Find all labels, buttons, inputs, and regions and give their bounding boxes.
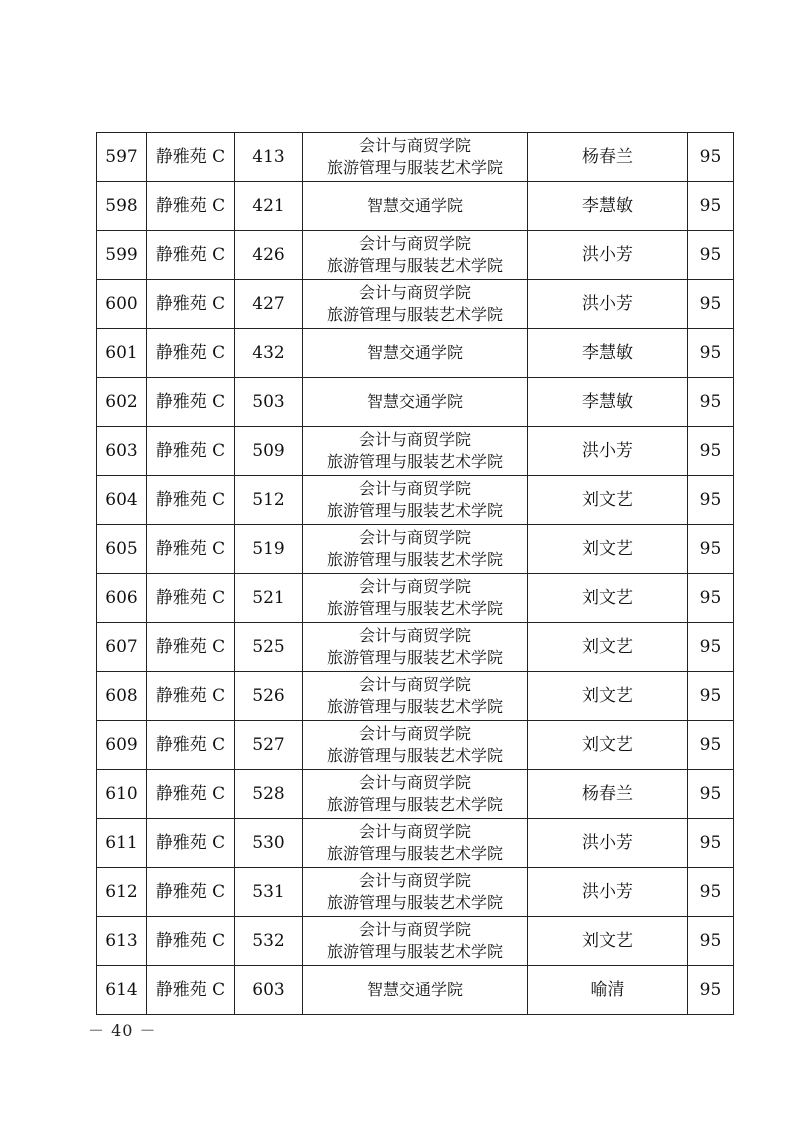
cell-college	[303, 819, 528, 868]
table-row	[97, 721, 734, 770]
cell-college	[303, 280, 528, 329]
cell-score: 95	[688, 280, 734, 329]
college-name-line: 会计与商贸学院	[358, 822, 471, 841]
cell-score: 95	[688, 525, 734, 574]
cell-building: 静雅苑 C	[147, 427, 235, 476]
cell-person: 李慧敏	[528, 378, 688, 427]
college-name-line: 旅游管理与服装艺术学院	[326, 305, 503, 324]
college-name-line: 会计与商贸学院	[358, 528, 471, 547]
cell-building: 静雅苑 C	[147, 525, 235, 574]
cell-person: 刘文艺	[528, 525, 688, 574]
table-row	[97, 623, 734, 672]
table-row	[97, 770, 734, 819]
cell-college	[303, 182, 528, 231]
cell-college	[303, 574, 528, 623]
table-row	[97, 672, 734, 721]
cell-serial-number: 614	[97, 966, 147, 1015]
college-name-line: 旅游管理与服装艺术学院	[326, 893, 503, 912]
table-row	[97, 868, 734, 917]
cell-person: 洪小芳	[528, 819, 688, 868]
table-row	[97, 280, 734, 329]
cell-serial-number: 608	[97, 672, 147, 721]
cell-room-number: 521	[235, 574, 303, 623]
cell-serial-number: 599	[97, 231, 147, 280]
cell-serial-number: 612	[97, 868, 147, 917]
cell-building: 静雅苑 C	[147, 329, 235, 378]
college-name-line: 会计与商贸学院	[358, 871, 471, 890]
cell-college	[303, 525, 528, 574]
table-row	[97, 966, 734, 1015]
cell-score: 95	[688, 672, 734, 721]
table-body	[97, 133, 734, 1015]
cell-score: 95	[688, 182, 734, 231]
cell-room-number: 432	[235, 329, 303, 378]
cell-room-number: 421	[235, 182, 303, 231]
cell-score: 95	[688, 721, 734, 770]
cell-room-number: 509	[235, 427, 303, 476]
college-name-line: 会计与商贸学院	[358, 283, 471, 302]
cell-serial-number: 600	[97, 280, 147, 329]
cell-person: 杨春兰	[528, 770, 688, 819]
cell-score: 95	[688, 917, 734, 966]
college-name-line: 会计与商贸学院	[358, 675, 471, 694]
cell-building: 静雅苑 C	[147, 574, 235, 623]
cell-score: 95	[688, 476, 734, 525]
table-row	[97, 231, 734, 280]
table-row	[97, 427, 734, 476]
cell-person: 刘文艺	[528, 672, 688, 721]
college-name-line: 旅游管理与服装艺术学院	[326, 746, 503, 765]
cell-room-number: 525	[235, 623, 303, 672]
college-name-line: 会计与商贸学院	[358, 136, 471, 155]
cell-person: 刘文艺	[528, 721, 688, 770]
cell-room-number: 526	[235, 672, 303, 721]
cell-college	[303, 231, 528, 280]
cell-score: 95	[688, 623, 734, 672]
cell-room-number: 531	[235, 868, 303, 917]
table-row	[97, 133, 734, 182]
cell-college	[303, 427, 528, 476]
table-row	[97, 329, 734, 378]
cell-person: 刘文艺	[528, 574, 688, 623]
cell-building: 静雅苑 C	[147, 182, 235, 231]
cell-building: 静雅苑 C	[147, 721, 235, 770]
cell-person: 刘文艺	[528, 623, 688, 672]
cell-room-number: 427	[235, 280, 303, 329]
college-name-line: 智慧交通学院	[366, 343, 463, 362]
cell-college	[303, 476, 528, 525]
table-row	[97, 378, 734, 427]
college-name-line: 智慧交通学院	[366, 392, 463, 411]
cell-person: 洪小芳	[528, 868, 688, 917]
college-name-line: 智慧交通学院	[366, 196, 463, 215]
table-row	[97, 819, 734, 868]
cell-building: 静雅苑 C	[147, 770, 235, 819]
college-name-line: 旅游管理与服装艺术学院	[326, 942, 503, 961]
cell-score: 95	[688, 133, 734, 182]
cell-building: 静雅苑 C	[147, 819, 235, 868]
cell-college	[303, 721, 528, 770]
college-name-line: 旅游管理与服装艺术学院	[326, 256, 503, 275]
cell-score: 95	[688, 329, 734, 378]
cell-person: 李慧敏	[528, 329, 688, 378]
cell-room-number: 512	[235, 476, 303, 525]
cell-score: 95	[688, 819, 734, 868]
cell-college	[303, 623, 528, 672]
cell-college	[303, 966, 528, 1015]
cell-person: 刘文艺	[528, 476, 688, 525]
cell-room-number: 503	[235, 378, 303, 427]
cell-college	[303, 868, 528, 917]
table-row	[97, 182, 734, 231]
cell-room-number: 530	[235, 819, 303, 868]
college-name-line: 旅游管理与服装艺术学院	[326, 501, 503, 520]
cell-college	[303, 770, 528, 819]
cell-room-number: 426	[235, 231, 303, 280]
cell-building: 静雅苑 C	[147, 623, 235, 672]
cell-building: 静雅苑 C	[147, 280, 235, 329]
cell-college	[303, 378, 528, 427]
cell-room-number: 527	[235, 721, 303, 770]
table-row	[97, 476, 734, 525]
cell-serial-number: 607	[97, 623, 147, 672]
college-name-line: 会计与商贸学院	[358, 920, 471, 939]
cell-serial-number: 609	[97, 721, 147, 770]
cell-building: 静雅苑 C	[147, 868, 235, 917]
cell-room-number: 519	[235, 525, 303, 574]
table-row	[97, 917, 734, 966]
college-name-line: 旅游管理与服装艺术学院	[326, 795, 503, 814]
cell-room-number: 413	[235, 133, 303, 182]
table-row	[97, 574, 734, 623]
cell-score: 95	[688, 966, 734, 1015]
college-name-line: 会计与商贸学院	[358, 577, 471, 596]
cell-score: 95	[688, 868, 734, 917]
cell-building: 静雅苑 C	[147, 672, 235, 721]
cell-serial-number: 605	[97, 525, 147, 574]
page-number: － 40 －	[88, 1021, 157, 1040]
cell-person: 刘文艺	[528, 917, 688, 966]
cell-score: 95	[688, 231, 734, 280]
cell-serial-number: 603	[97, 427, 147, 476]
cell-room-number: 532	[235, 917, 303, 966]
cell-score: 95	[688, 574, 734, 623]
cell-serial-number: 611	[97, 819, 147, 868]
cell-serial-number: 597	[97, 133, 147, 182]
college-name-line: 会计与商贸学院	[358, 626, 471, 645]
college-name-line: 旅游管理与服装艺术学院	[326, 599, 503, 618]
college-name-line: 会计与商贸学院	[358, 773, 471, 792]
cell-college	[303, 133, 528, 182]
cell-serial-number: 601	[97, 329, 147, 378]
cell-room-number: 603	[235, 966, 303, 1015]
college-name-line: 会计与商贸学院	[358, 234, 471, 253]
college-name-line: 旅游管理与服装艺术学院	[326, 158, 503, 177]
cell-person: 李慧敏	[528, 182, 688, 231]
college-name-line: 会计与商贸学院	[358, 479, 471, 498]
college-name-line: 旅游管理与服装艺术学院	[326, 697, 503, 716]
cell-room-number: 528	[235, 770, 303, 819]
cell-score: 95	[688, 770, 734, 819]
cell-building: 静雅苑 C	[147, 231, 235, 280]
cell-building: 静雅苑 C	[147, 917, 235, 966]
table-row	[97, 525, 734, 574]
college-name-line: 旅游管理与服装艺术学院	[326, 648, 503, 667]
cell-person: 喻清	[528, 966, 688, 1015]
cell-person: 杨春兰	[528, 133, 688, 182]
college-name-line: 旅游管理与服装艺术学院	[326, 550, 503, 569]
cell-serial-number: 606	[97, 574, 147, 623]
cell-score: 95	[688, 427, 734, 476]
cell-serial-number: 598	[97, 182, 147, 231]
dormitory-score-table	[96, 132, 734, 1015]
cell-building: 静雅苑 C	[147, 378, 235, 427]
cell-serial-number: 604	[97, 476, 147, 525]
cell-college	[303, 329, 528, 378]
cell-person: 洪小芳	[528, 427, 688, 476]
cell-score: 95	[688, 378, 734, 427]
college-name-line: 会计与商贸学院	[358, 430, 471, 449]
cell-college	[303, 917, 528, 966]
cell-person: 洪小芳	[528, 231, 688, 280]
cell-building: 静雅苑 C	[147, 966, 235, 1015]
cell-college	[303, 672, 528, 721]
cell-serial-number: 613	[97, 917, 147, 966]
college-name-line: 智慧交通学院	[366, 980, 463, 999]
cell-building: 静雅苑 C	[147, 476, 235, 525]
college-name-line: 会计与商贸学院	[358, 724, 471, 743]
cell-serial-number: 602	[97, 378, 147, 427]
cell-serial-number: 610	[97, 770, 147, 819]
college-name-line: 旅游管理与服装艺术学院	[326, 452, 503, 471]
cell-building: 静雅苑 C	[147, 133, 235, 182]
cell-person: 洪小芳	[528, 280, 688, 329]
college-name-line: 旅游管理与服装艺术学院	[326, 844, 503, 863]
